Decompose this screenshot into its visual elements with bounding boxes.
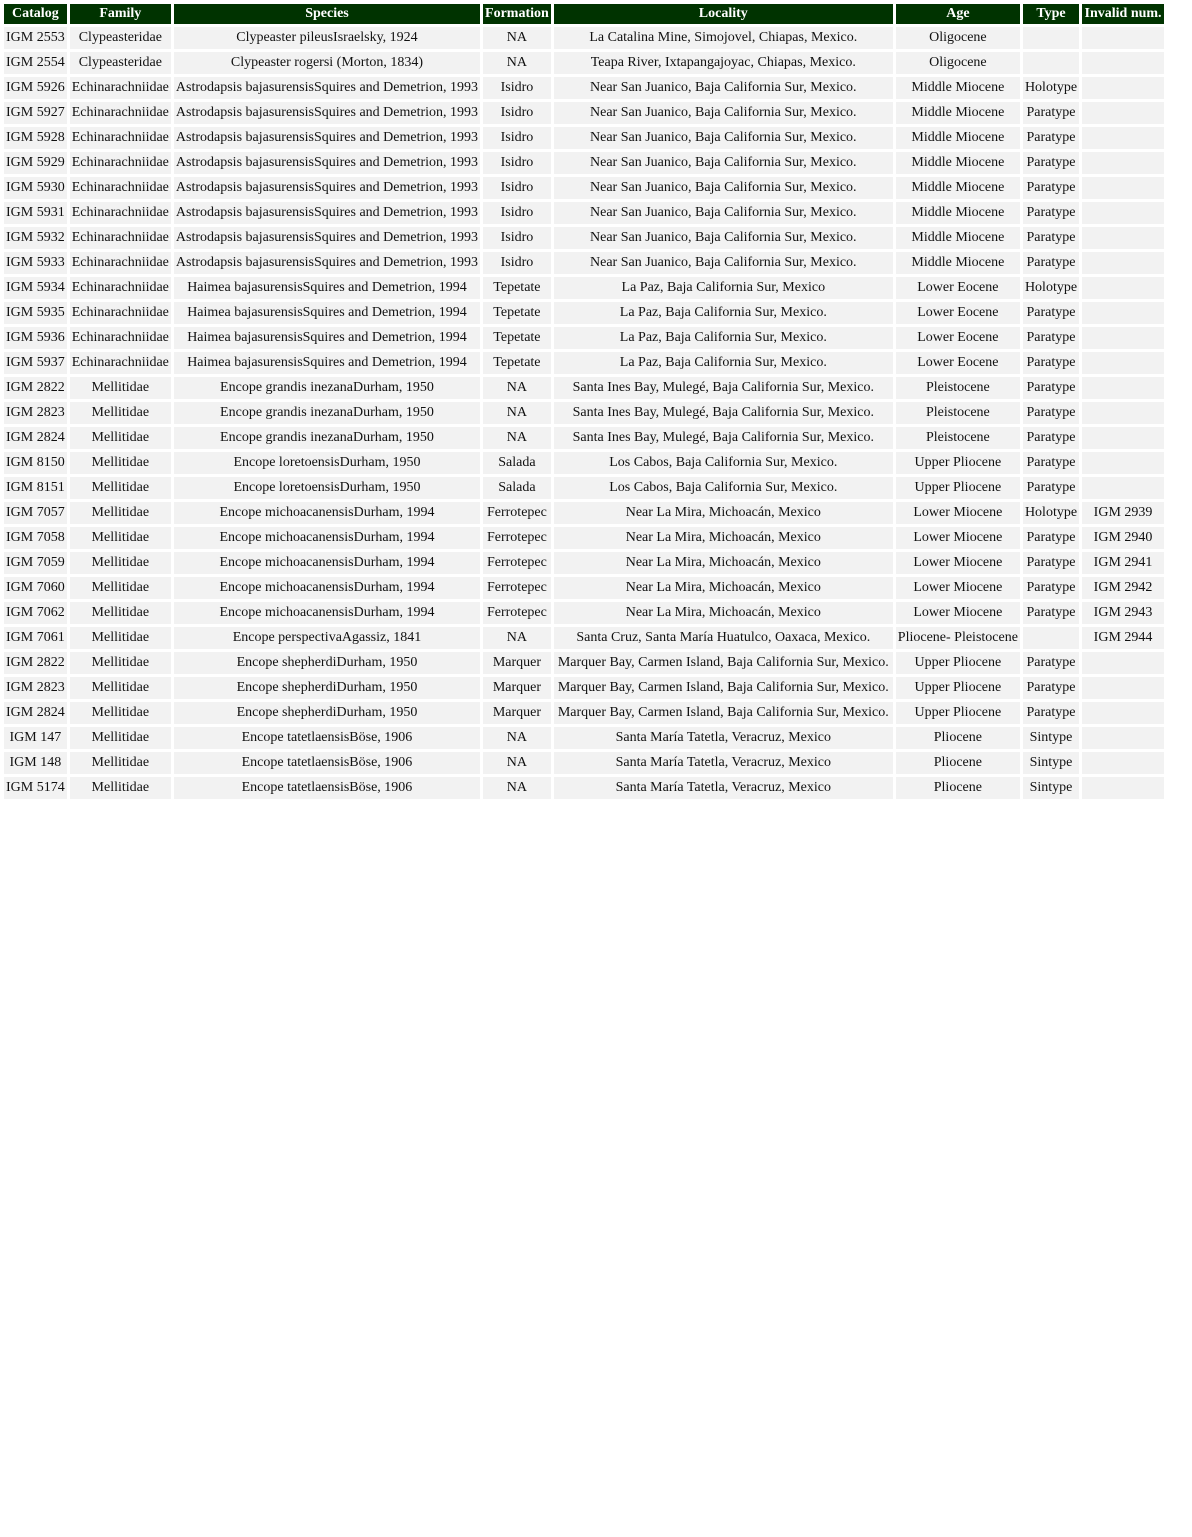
species-cell: Encope michoacanensisDurham, 1994	[174, 552, 480, 574]
table-row	[4, 427, 1164, 449]
species-cell: Haimea bajasurensisSquires and Demetrion, 1994	[174, 277, 480, 299]
table-row	[4, 202, 1164, 224]
age-cell: Upper Pliocene	[896, 677, 1020, 699]
table-row	[4, 402, 1164, 424]
family-cell: Mellitidae	[70, 727, 171, 749]
formation-cell: Isidro	[483, 252, 551, 274]
invalid-num-cell	[1082, 702, 1164, 724]
age-cell: Lower Eocene	[896, 277, 1020, 299]
family-cell: Echinarachniidae	[70, 177, 171, 199]
family-cell: Mellitidae	[70, 377, 171, 399]
catalog-cell: IGM 7057	[4, 502, 67, 524]
age-cell: Pleistocene	[896, 427, 1020, 449]
catalog-cell: IGM 2824	[4, 702, 67, 724]
table-row	[4, 377, 1164, 399]
formation-cell: Ferrotepec	[483, 602, 551, 624]
type-cell: Paratype	[1023, 677, 1079, 699]
type-cell: Paratype	[1023, 302, 1079, 324]
species-cell: Astrodapsis bajasurensisSquires and Demetrion, 1993	[174, 202, 480, 224]
type-cell: Paratype	[1023, 227, 1079, 249]
invalid-num-cell	[1082, 202, 1164, 224]
type-cell: Paratype	[1023, 602, 1079, 624]
species-cell: Astrodapsis bajasurensisSquires and Demetrion, 1993	[174, 77, 480, 99]
table-row	[4, 77, 1164, 99]
family-cell: Echinarachniidae	[70, 77, 171, 99]
locality-cell: La Paz, Baja California Sur, Mexico.	[554, 327, 893, 349]
locality-cell: Near San Juanico, Baja California Sur, Mexico.	[554, 177, 893, 199]
invalid-num-cell	[1082, 102, 1164, 124]
catalog-cell: IGM 7059	[4, 552, 67, 574]
formation-cell: NA	[483, 52, 551, 74]
age-cell: Lower Miocene	[896, 502, 1020, 524]
age-cell: Lower Eocene	[896, 327, 1020, 349]
catalog-cell: IGM 7058	[4, 527, 67, 549]
formation-cell: Isidro	[483, 102, 551, 124]
table-row	[4, 252, 1164, 274]
table-row	[4, 352, 1164, 374]
family-cell: Mellitidae	[70, 552, 171, 574]
age-cell: Middle Miocene	[896, 252, 1020, 274]
table-row	[4, 177, 1164, 199]
invalid-num-cell	[1082, 52, 1164, 74]
species-cell: Astrodapsis bajasurensisSquires and Demetrion, 1993	[174, 127, 480, 149]
family-cell: Mellitidae	[70, 452, 171, 474]
invalid-num-cell	[1082, 127, 1164, 149]
catalog-cell: IGM 5929	[4, 152, 67, 174]
formation-cell: NA	[483, 627, 551, 649]
table-row	[4, 327, 1164, 349]
locality-cell: Los Cabos, Baja California Sur, Mexico.	[554, 477, 893, 499]
table-row	[4, 527, 1164, 549]
invalid-num-cell: IGM 2943	[1082, 602, 1164, 624]
species-cell: Clypeaster pileusIsraelsky, 1924	[174, 27, 480, 49]
invalid-num-cell	[1082, 227, 1164, 249]
species-cell: Encope perspectivaAgassiz, 1841	[174, 627, 480, 649]
header-family: Family	[70, 4, 171, 24]
invalid-num-cell	[1082, 452, 1164, 474]
species-cell: Clypeaster rogersi (Morton, 1834)	[174, 52, 480, 74]
family-cell: Mellitidae	[70, 627, 171, 649]
family-cell: Mellitidae	[70, 752, 171, 774]
age-cell: Pleistocene	[896, 402, 1020, 424]
catalog-cell: IGM 7062	[4, 602, 67, 624]
catalog-cell: IGM 7060	[4, 577, 67, 599]
header-age: Age	[896, 4, 1020, 24]
formation-cell: NA	[483, 402, 551, 424]
age-cell: Middle Miocene	[896, 227, 1020, 249]
invalid-num-cell	[1082, 652, 1164, 674]
locality-cell: Santa Ines Bay, Mulegé, Baja California Sur, Mexico.	[554, 427, 893, 449]
formation-cell: NA	[483, 727, 551, 749]
header-type: Type	[1023, 4, 1079, 24]
table-row	[4, 552, 1164, 574]
type-cell: Paratype	[1023, 252, 1079, 274]
catalog-cell: IGM 5930	[4, 177, 67, 199]
catalog-cell: IGM 2554	[4, 52, 67, 74]
table-row	[4, 577, 1164, 599]
species-cell: Encope shepherdiDurham, 1950	[174, 677, 480, 699]
table-row	[4, 477, 1164, 499]
table-row	[4, 302, 1164, 324]
locality-cell: Near San Juanico, Baja California Sur, Mexico.	[554, 227, 893, 249]
table-row	[4, 602, 1164, 624]
locality-cell: Santa María Tatetla, Veracruz, Mexico	[554, 727, 893, 749]
family-cell: Mellitidae	[70, 677, 171, 699]
age-cell: Oligocene	[896, 27, 1020, 49]
header-formation: Formation	[483, 4, 551, 24]
type-cell: Paratype	[1023, 427, 1079, 449]
species-cell: Astrodapsis bajasurensisSquires and Demetrion, 1993	[174, 227, 480, 249]
formation-cell: NA	[483, 27, 551, 49]
family-cell: Mellitidae	[70, 427, 171, 449]
formation-cell: Isidro	[483, 227, 551, 249]
type-cell: Sintype	[1023, 727, 1079, 749]
locality-cell: Near San Juanico, Baja California Sur, Mexico.	[554, 77, 893, 99]
type-cell: Sintype	[1023, 752, 1079, 774]
age-cell: Upper Pliocene	[896, 702, 1020, 724]
species-cell: Encope michoacanensisDurham, 1994	[174, 602, 480, 624]
catalog-cell: IGM 147	[4, 727, 67, 749]
table-row	[4, 777, 1164, 799]
species-cell: Encope michoacanensisDurham, 1994	[174, 502, 480, 524]
formation-cell: Ferrotepec	[483, 577, 551, 599]
family-cell: Echinarachniidae	[70, 277, 171, 299]
table-row	[4, 652, 1164, 674]
age-cell: Pliocene- Pleistocene	[896, 627, 1020, 649]
formation-cell: Tepetate	[483, 327, 551, 349]
invalid-num-cell	[1082, 752, 1164, 774]
species-cell: Encope michoacanensisDurham, 1994	[174, 527, 480, 549]
age-cell: Middle Miocene	[896, 102, 1020, 124]
formation-cell: NA	[483, 777, 551, 799]
locality-cell: Santa Ines Bay, Mulegé, Baja California Sur, Mexico.	[554, 402, 893, 424]
type-cell: Paratype	[1023, 352, 1079, 374]
species-cell: Encope shepherdiDurham, 1950	[174, 652, 480, 674]
species-cell: Encope loretoensisDurham, 1950	[174, 452, 480, 474]
formation-cell: Ferrotepec	[483, 527, 551, 549]
type-cell: Paratype	[1023, 477, 1079, 499]
family-cell: Echinarachniidae	[70, 252, 171, 274]
type-cell	[1023, 52, 1079, 74]
catalog-cell: IGM 7061	[4, 627, 67, 649]
catalog-cell: IGM 5928	[4, 127, 67, 149]
invalid-num-cell	[1082, 677, 1164, 699]
type-cell: Paratype	[1023, 377, 1079, 399]
locality-cell: Near San Juanico, Baja California Sur, Mexico.	[554, 152, 893, 174]
age-cell: Middle Miocene	[896, 202, 1020, 224]
type-cell: Paratype	[1023, 127, 1079, 149]
catalog-cell: IGM 5933	[4, 252, 67, 274]
type-cell: Paratype	[1023, 577, 1079, 599]
formation-cell: NA	[483, 427, 551, 449]
species-cell: Encope tatetlaensisBöse, 1906	[174, 727, 480, 749]
invalid-num-cell	[1082, 777, 1164, 799]
family-cell: Mellitidae	[70, 502, 171, 524]
catalog-cell: IGM 5926	[4, 77, 67, 99]
invalid-num-cell	[1082, 352, 1164, 374]
catalog-cell: IGM 2824	[4, 427, 67, 449]
invalid-num-cell: IGM 2944	[1082, 627, 1164, 649]
locality-cell: Near San Juanico, Baja California Sur, Mexico.	[554, 202, 893, 224]
locality-cell: Near San Juanico, Baja California Sur, Mexico.	[554, 252, 893, 274]
formation-cell: Marquer	[483, 677, 551, 699]
locality-cell: Marquer Bay, Carmen Island, Baja California Sur, Mexico.	[554, 677, 893, 699]
locality-cell: La Catalina Mine, Simojovel, Chiapas, Mexico.	[554, 27, 893, 49]
header-species: Species	[174, 4, 480, 24]
catalog-cell: IGM 2822	[4, 652, 67, 674]
locality-cell: Santa María Tatetla, Veracruz, Mexico	[554, 752, 893, 774]
type-cell: Holotype	[1023, 77, 1079, 99]
species-cell: Astrodapsis bajasurensisSquires and Demetrion, 1993	[174, 252, 480, 274]
age-cell: Pliocene	[896, 727, 1020, 749]
formation-cell: Tepetate	[483, 302, 551, 324]
table-row	[4, 702, 1164, 724]
table-row	[4, 752, 1164, 774]
formation-cell: Salada	[483, 477, 551, 499]
species-cell: Haimea bajasurensisSquires and Demetrion, 1994	[174, 352, 480, 374]
invalid-num-cell: IGM 2940	[1082, 527, 1164, 549]
invalid-num-cell	[1082, 477, 1164, 499]
catalog-cell: IGM 2823	[4, 402, 67, 424]
family-cell: Echinarachniidae	[70, 227, 171, 249]
age-cell: Lower Miocene	[896, 577, 1020, 599]
table-row	[4, 677, 1164, 699]
locality-cell: Marquer Bay, Carmen Island, Baja California Sur, Mexico.	[554, 702, 893, 724]
family-cell: Mellitidae	[70, 477, 171, 499]
specimen-table	[1, 1, 1167, 802]
table-row	[4, 452, 1164, 474]
age-cell: Oligocene	[896, 52, 1020, 74]
family-cell: Echinarachniidae	[70, 352, 171, 374]
family-cell: Mellitidae	[70, 777, 171, 799]
family-cell: Echinarachniidae	[70, 202, 171, 224]
formation-cell: Isidro	[483, 152, 551, 174]
invalid-num-cell	[1082, 152, 1164, 174]
species-cell: Encope shepherdiDurham, 1950	[174, 702, 480, 724]
family-cell: Mellitidae	[70, 702, 171, 724]
invalid-num-cell	[1082, 27, 1164, 49]
age-cell: Upper Pliocene	[896, 452, 1020, 474]
species-cell: Haimea bajasurensisSquires and Demetrion, 1994	[174, 327, 480, 349]
family-cell: Clypeasteridae	[70, 52, 171, 74]
locality-cell: La Paz, Baja California Sur, Mexico	[554, 277, 893, 299]
age-cell: Middle Miocene	[896, 152, 1020, 174]
age-cell: Upper Pliocene	[896, 652, 1020, 674]
catalog-cell: IGM 5931	[4, 202, 67, 224]
family-cell: Mellitidae	[70, 402, 171, 424]
catalog-cell: IGM 5174	[4, 777, 67, 799]
invalid-num-cell	[1082, 727, 1164, 749]
formation-cell: Isidro	[483, 177, 551, 199]
locality-cell: Near La Mira, Michoacán, Mexico	[554, 602, 893, 624]
family-cell: Mellitidae	[70, 652, 171, 674]
age-cell: Lower Eocene	[896, 352, 1020, 374]
table-row	[4, 227, 1164, 249]
formation-cell: Salada	[483, 452, 551, 474]
catalog-cell: IGM 148	[4, 752, 67, 774]
table-row	[4, 52, 1164, 74]
locality-cell: Near San Juanico, Baja California Sur, Mexico.	[554, 102, 893, 124]
locality-cell: La Paz, Baja California Sur, Mexico.	[554, 302, 893, 324]
type-cell: Paratype	[1023, 152, 1079, 174]
invalid-num-cell	[1082, 177, 1164, 199]
formation-cell: Ferrotepec	[483, 552, 551, 574]
species-cell: Astrodapsis bajasurensisSquires and Demetrion, 1993	[174, 177, 480, 199]
table-body	[4, 27, 1164, 799]
age-cell: Pliocene	[896, 752, 1020, 774]
locality-cell: Santa Cruz, Santa María Huatulco, Oaxaca, Mexico.	[554, 627, 893, 649]
locality-cell: Teapa River, Ixtapangajoyac, Chiapas, Mexico.	[554, 52, 893, 74]
formation-cell: Isidro	[483, 77, 551, 99]
invalid-num-cell	[1082, 427, 1164, 449]
type-cell	[1023, 627, 1079, 649]
age-cell: Pleistocene	[896, 377, 1020, 399]
locality-cell: Marquer Bay, Carmen Island, Baja California Sur, Mexico.	[554, 652, 893, 674]
table-row	[4, 127, 1164, 149]
catalog-cell: IGM 5936	[4, 327, 67, 349]
catalog-cell: IGM 2822	[4, 377, 67, 399]
locality-cell: Santa Ines Bay, Mulegé, Baja California Sur, Mexico.	[554, 377, 893, 399]
age-cell: Middle Miocene	[896, 77, 1020, 99]
type-cell: Holotype	[1023, 502, 1079, 524]
type-cell	[1023, 27, 1079, 49]
formation-cell: Ferrotepec	[483, 502, 551, 524]
age-cell: Middle Miocene	[896, 177, 1020, 199]
catalog-cell: IGM 5937	[4, 352, 67, 374]
invalid-num-cell: IGM 2939	[1082, 502, 1164, 524]
age-cell: Pliocene	[896, 777, 1020, 799]
type-cell: Paratype	[1023, 452, 1079, 474]
invalid-num-cell	[1082, 327, 1164, 349]
type-cell: Paratype	[1023, 327, 1079, 349]
header-locality: Locality	[554, 4, 893, 24]
table-row	[4, 152, 1164, 174]
species-cell: Encope loretoensisDurham, 1950	[174, 477, 480, 499]
table-row	[4, 627, 1164, 649]
family-cell: Echinarachniidae	[70, 152, 171, 174]
type-cell: Sintype	[1023, 777, 1079, 799]
formation-cell: Tepetate	[483, 277, 551, 299]
family-cell: Echinarachniidae	[70, 327, 171, 349]
age-cell: Upper Pliocene	[896, 477, 1020, 499]
locality-cell: Santa María Tatetla, Veracruz, Mexico	[554, 777, 893, 799]
locality-cell: Near La Mira, Michoacán, Mexico	[554, 577, 893, 599]
species-cell: Haimea bajasurensisSquires and Demetrion, 1994	[174, 302, 480, 324]
header-row	[4, 4, 1164, 24]
catalog-cell: IGM 8150	[4, 452, 67, 474]
family-cell: Mellitidae	[70, 577, 171, 599]
type-cell: Paratype	[1023, 702, 1079, 724]
invalid-num-cell: IGM 2941	[1082, 552, 1164, 574]
catalog-cell: IGM 5927	[4, 102, 67, 124]
invalid-num-cell	[1082, 277, 1164, 299]
locality-cell: Near San Juanico, Baja California Sur, Mexico.	[554, 127, 893, 149]
family-cell: Clypeasteridae	[70, 27, 171, 49]
species-cell: Encope tatetlaensisBöse, 1906	[174, 752, 480, 774]
catalog-cell: IGM 5932	[4, 227, 67, 249]
table-row	[4, 27, 1164, 49]
invalid-num-cell	[1082, 77, 1164, 99]
formation-cell: Isidro	[483, 202, 551, 224]
age-cell: Lower Miocene	[896, 527, 1020, 549]
family-cell: Mellitidae	[70, 602, 171, 624]
family-cell: Echinarachniidae	[70, 302, 171, 324]
invalid-num-cell	[1082, 402, 1164, 424]
age-cell: Lower Miocene	[896, 552, 1020, 574]
type-cell: Paratype	[1023, 102, 1079, 124]
species-cell: Encope grandis inezanaDurham, 1950	[174, 427, 480, 449]
formation-cell: Marquer	[483, 702, 551, 724]
locality-cell: Los Cabos, Baja California Sur, Mexico.	[554, 452, 893, 474]
locality-cell: Near La Mira, Michoacán, Mexico	[554, 527, 893, 549]
table-row	[4, 502, 1164, 524]
age-cell: Lower Eocene	[896, 302, 1020, 324]
family-cell: Echinarachniidae	[70, 127, 171, 149]
type-cell: Paratype	[1023, 177, 1079, 199]
type-cell: Holotype	[1023, 277, 1079, 299]
locality-cell: La Paz, Baja California Sur, Mexico.	[554, 352, 893, 374]
family-cell: Echinarachniidae	[70, 102, 171, 124]
type-cell: Paratype	[1023, 552, 1079, 574]
formation-cell: Tepetate	[483, 352, 551, 374]
catalog-cell: IGM 5935	[4, 302, 67, 324]
species-cell: Encope michoacanensisDurham, 1994	[174, 577, 480, 599]
catalog-cell: IGM 8151	[4, 477, 67, 499]
table-row	[4, 277, 1164, 299]
type-cell: Paratype	[1023, 202, 1079, 224]
age-cell: Lower Miocene	[896, 602, 1020, 624]
catalog-cell: IGM 2823	[4, 677, 67, 699]
species-cell: Encope tatetlaensisBöse, 1906	[174, 777, 480, 799]
table-row	[4, 727, 1164, 749]
type-cell: Paratype	[1023, 652, 1079, 674]
invalid-num-cell	[1082, 252, 1164, 274]
header-invalid-num: Invalid num.	[1082, 4, 1164, 24]
type-cell: Paratype	[1023, 527, 1079, 549]
locality-cell: Near La Mira, Michoacán, Mexico	[554, 502, 893, 524]
formation-cell: NA	[483, 377, 551, 399]
formation-cell: NA	[483, 752, 551, 774]
type-cell: Paratype	[1023, 402, 1079, 424]
invalid-num-cell	[1082, 377, 1164, 399]
species-cell: Astrodapsis bajasurensisSquires and Demetrion, 1993	[174, 152, 480, 174]
catalog-cell: IGM 2553	[4, 27, 67, 49]
catalog-cell: IGM 5934	[4, 277, 67, 299]
table-row	[4, 102, 1164, 124]
formation-cell: Isidro	[483, 127, 551, 149]
species-cell: Encope grandis inezanaDurham, 1950	[174, 402, 480, 424]
family-cell: Mellitidae	[70, 527, 171, 549]
age-cell: Middle Miocene	[896, 127, 1020, 149]
species-cell: Astrodapsis bajasurensisSquires and Demetrion, 1993	[174, 102, 480, 124]
species-cell: Encope grandis inezanaDurham, 1950	[174, 377, 480, 399]
header-catalog: Catalog	[4, 4, 67, 24]
locality-cell: Near La Mira, Michoacán, Mexico	[554, 552, 893, 574]
formation-cell: Marquer	[483, 652, 551, 674]
invalid-num-cell	[1082, 302, 1164, 324]
invalid-num-cell: IGM 2942	[1082, 577, 1164, 599]
